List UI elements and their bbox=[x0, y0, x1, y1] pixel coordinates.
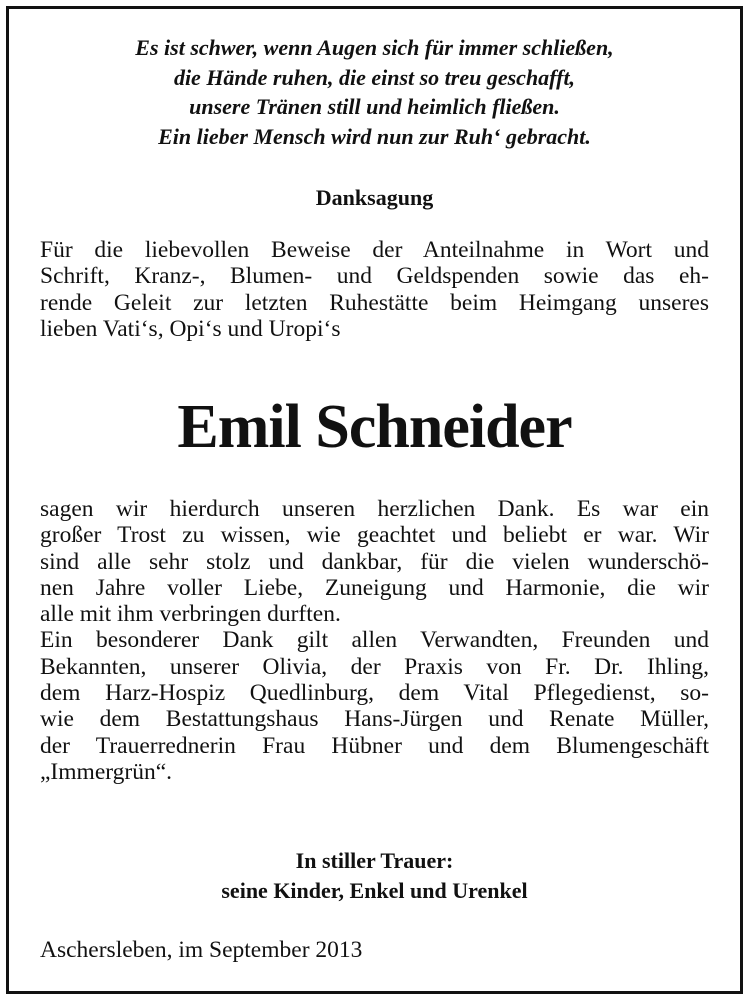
closing-line: seine Kinder, Enkel und Urenkel bbox=[221, 877, 528, 903]
deceased-name: Emil Schneider bbox=[177, 393, 572, 461]
closing-signature bbox=[40, 846, 709, 905]
poem-line: die Hände ruhen, die einst so treu geschafft, bbox=[173, 64, 576, 90]
text-line: der Trauerrednerin Frau Hübner und dem Blumengeschäft bbox=[40, 732, 709, 759]
text-line: rende Geleit zur letzten Ruhestätte beim Heimgang unseres bbox=[40, 289, 709, 316]
text-line: sagen wir hierdurch unseren herzlichen Dank. Es war ein bbox=[40, 496, 709, 522]
text-line: alle mit ihm verbringen durften. bbox=[40, 601, 341, 628]
text-line: sind alle sehr stolz und dankbar, für die vielen wunderschö- bbox=[40, 548, 709, 575]
poem-line: unsere Tränen still und heimlich fließen. bbox=[189, 94, 560, 119]
text-line: nen Jahre voller Liebe, Zuneigung und Harmonie, die wir bbox=[40, 574, 709, 601]
poem bbox=[40, 33, 709, 151]
text-line: Ein besonderer Dank gilt allen Verwandten, Freunden und bbox=[40, 627, 709, 654]
notice-heading: Danksagung bbox=[315, 185, 434, 210]
text-line: Für die liebevollen Beweise der Anteilnahme in Wort und bbox=[40, 237, 709, 263]
text-line: wie dem Bestattungshaus Hans-Jürgen und Renate Müller, bbox=[40, 706, 709, 733]
text-line: „Immergrün“. bbox=[40, 758, 173, 785]
closing-line: In stiller Trauer: bbox=[295, 848, 454, 873]
poem-line: Es ist schwer, wenn Augen sich für immer schließen, bbox=[135, 35, 614, 60]
poem-line: Ein lieber Mensch wird nun zur Ruh‘ gebracht. bbox=[158, 123, 591, 149]
text-line: Bekannten, unserer Olivia, der Praxis von Fr. Dr. Ihling, bbox=[40, 653, 709, 680]
text-line: großer Trost zu wissen, wie geachtet und beliebt er war. Wir bbox=[40, 522, 709, 549]
intro-paragraph bbox=[40, 237, 709, 342]
body-paragraph bbox=[40, 496, 709, 785]
text-line: dem Harz-Hospiz Quedlinburg, dem Vital Pflegedienst, so- bbox=[40, 680, 709, 707]
place-date: Aschersleben, im September 2013 bbox=[40, 937, 363, 963]
text-line: Schrift, Kranz-, Blumen- und Geldspenden sowie das eh- bbox=[40, 263, 709, 290]
text-line: lieben Vati‘s, Opi‘s und Uropi‘s bbox=[40, 315, 341, 342]
